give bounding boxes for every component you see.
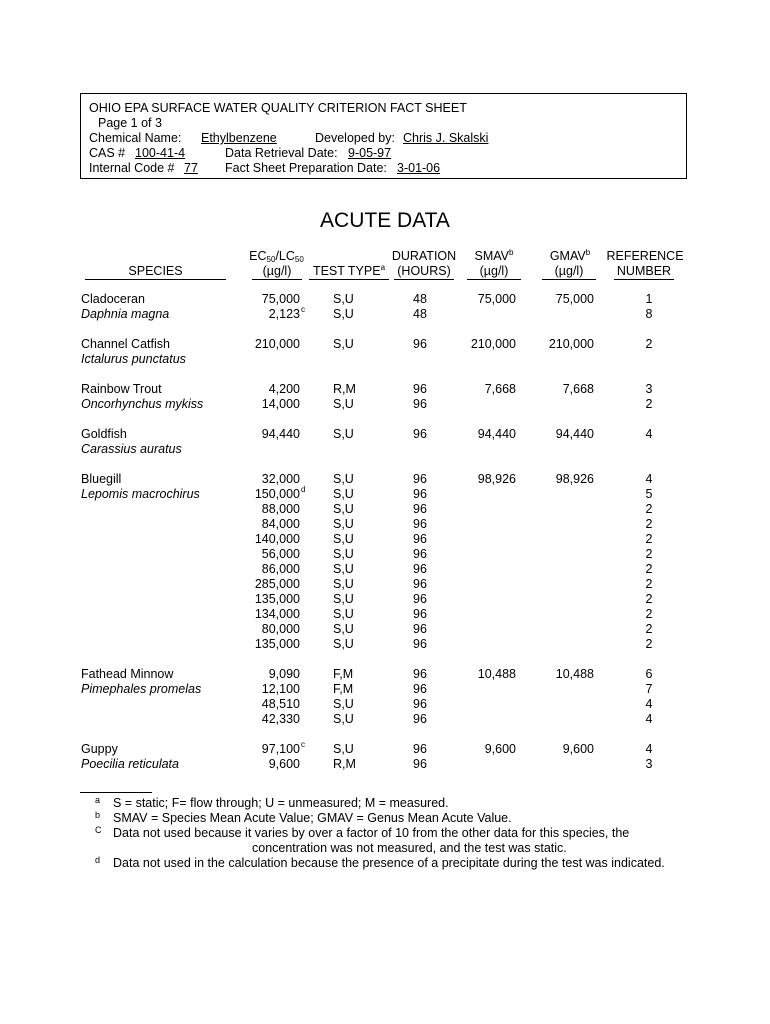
species-latin-name: Oncorhynchus mykiss	[81, 397, 204, 411]
test-type-value: S,U	[333, 547, 354, 561]
ec50-number: 32,000	[261, 472, 300, 486]
species-latin-name: Ictalurus punctatus	[81, 352, 186, 366]
reference-value: 8	[645, 307, 653, 321]
developed-by-label: Developed by:	[315, 131, 395, 145]
reference-value: 2	[645, 622, 653, 636]
ec50-value	[232, 592, 300, 607]
gmav-value: 9,600	[562, 742, 594, 756]
ec50-value	[232, 472, 300, 487]
duration-value: 96	[413, 577, 427, 591]
test-type-value: S,U	[333, 337, 354, 351]
footnote-mark: d	[95, 855, 101, 865]
ec50-number: 12,100	[261, 682, 300, 696]
gmav-value: 10,488	[555, 667, 594, 681]
col-species: SPECIES	[85, 264, 226, 280]
species-common-name: Channel Catfish	[81, 337, 170, 351]
section-title: ACUTE DATA	[320, 209, 450, 232]
reference-value: 5	[645, 487, 653, 501]
duration-value: 96	[413, 472, 427, 486]
reference-value: 3	[645, 382, 653, 396]
developed-by-value: Chris J. Skalski	[403, 131, 489, 145]
footnote-mark: b	[95, 810, 101, 820]
duration-value: 48	[413, 307, 427, 321]
test-type-value: S,U	[333, 532, 354, 546]
internal-code-label: Internal Code #	[89, 161, 175, 175]
ec50-value	[232, 607, 300, 622]
test-type-value: S,U	[333, 472, 354, 486]
smav-value: 7,668	[484, 382, 516, 396]
internal-code-value: 77	[184, 161, 198, 175]
reference-value: 4	[645, 712, 653, 726]
test-type-value: S,U	[333, 502, 354, 516]
test-type-value: F,M	[333, 667, 354, 681]
sheet-title: OHIO EPA SURFACE WATER QUALITY CRITERION FACT SHEET	[89, 101, 467, 115]
reference-value: 2	[645, 592, 653, 606]
duration-value: 96	[413, 427, 427, 441]
reference-value: 2	[645, 337, 653, 351]
col-reference-unit: NUMBER	[614, 264, 674, 280]
duration-value: 96	[413, 502, 427, 516]
col-duration-unit: (HOURS)	[394, 264, 454, 280]
duration-value: 96	[413, 682, 427, 696]
smav-value: 75,000	[477, 292, 516, 306]
smav-value: 10,488	[477, 667, 516, 681]
footnote-text: Data not used because it varies by over a factor of 10 from the other data for this species, the	[113, 826, 630, 840]
duration-value: 96	[413, 337, 427, 351]
col-smav-unit: (µg/l)	[467, 264, 521, 280]
chemical-name-value: Ethylbenzene	[201, 131, 277, 145]
ec50-number: 75,000	[261, 292, 300, 306]
ec50-number: 56,000	[261, 547, 300, 561]
test-type-value: S,U	[333, 307, 354, 321]
ec50-value	[232, 397, 300, 412]
test-type-value: R,M	[333, 382, 356, 396]
ec50-number: 14,000	[261, 397, 300, 411]
duration-value: 96	[413, 517, 427, 531]
gmav-value: 98,926	[555, 472, 594, 486]
footnote-mark: C	[95, 825, 102, 835]
reference-value: 4	[645, 427, 653, 441]
cas-value: 100-41-4	[135, 146, 186, 160]
reference-value: 2	[645, 517, 653, 531]
ec50-value: 150,000 d	[254, 485, 306, 501]
duration-value: 96	[413, 532, 427, 546]
reference-value: 1	[645, 292, 653, 306]
duration-value: 96	[413, 382, 427, 396]
test-type-value: S,U	[333, 622, 354, 636]
test-type-value: S,U	[333, 487, 354, 501]
footnote-mark: a	[95, 795, 101, 805]
reference-value: 7	[645, 682, 653, 696]
gmav-value: 7,668	[562, 382, 594, 396]
reference-value: 4	[645, 472, 653, 486]
ec50-value	[232, 637, 300, 652]
species-common-name: Fathead Minnow	[81, 667, 174, 681]
test-type-value: S,U	[333, 712, 354, 726]
prep-date-value: 3-01-06	[397, 161, 441, 175]
gmav-value: 94,440	[555, 427, 594, 441]
ec50-number: 2,123	[268, 307, 300, 321]
test-type-value: S,U	[333, 697, 354, 711]
ec50-value	[232, 667, 300, 682]
species-common-name: Goldfish	[81, 427, 127, 441]
species-latin-name: Daphnia magna	[81, 307, 170, 321]
reference-value: 2	[645, 502, 653, 516]
ec50-number: 88,000	[261, 502, 300, 516]
species-latin-name: Carassius auratus	[81, 442, 182, 456]
duration-value: 96	[413, 607, 427, 621]
reference-value: 2	[645, 547, 653, 561]
col-gmav-unit: (µg/l)	[542, 264, 596, 280]
col-ec50-unit: (µg/l)	[252, 264, 302, 280]
col-gmav: GMAV$^b$	[549, 248, 591, 263]
col-test-type: TEST TYPE$^a$	[309, 264, 389, 280]
ec50-number: 4,200	[268, 382, 300, 396]
ec50-number: 48,510	[261, 697, 300, 711]
gmav-value: 210,000	[548, 337, 594, 351]
ec50-value	[232, 712, 300, 727]
test-type-value: S,U	[333, 577, 354, 591]
duration-value: 96	[413, 397, 427, 411]
col-duration: DURATION	[391, 249, 457, 263]
ec50-value	[232, 547, 300, 562]
ec50-number: 86,000	[261, 562, 300, 576]
reference-value: 3	[645, 757, 653, 771]
ec50-value	[232, 697, 300, 712]
footnote-rule	[80, 792, 152, 793]
species-common-name: Bluegill	[81, 472, 122, 486]
duration-value: 96	[413, 697, 427, 711]
duration-value: 96	[413, 757, 427, 771]
reference-value: 2	[645, 637, 653, 651]
chemical-name-label: Chemical Name:	[89, 131, 182, 145]
ec50-value	[232, 517, 300, 532]
species-common-name: Guppy	[81, 742, 118, 756]
reference-value: 2	[645, 607, 653, 621]
duration-value: 48	[413, 292, 427, 306]
smav-value: 210,000	[470, 337, 516, 351]
test-type-value: R,M	[333, 757, 356, 771]
ec50-number: 140,000	[254, 532, 300, 546]
reference-value: 2	[645, 397, 653, 411]
col-smav: SMAV$^b$	[474, 248, 514, 263]
ec50-number: 150,000	[254, 487, 300, 501]
duration-value: 96	[413, 637, 427, 651]
species-latin-name: Pimephales promelas	[81, 682, 202, 696]
test-type-value: S,U	[333, 637, 354, 651]
ec50-value	[232, 427, 300, 442]
smav-value: 94,440	[477, 427, 516, 441]
ec50-value	[232, 562, 300, 577]
duration-value: 96	[413, 712, 427, 726]
ec50-value	[232, 577, 300, 592]
duration-value: 96	[413, 562, 427, 576]
test-type-value: S,U	[333, 607, 354, 621]
test-type-value: S,U	[333, 292, 354, 306]
ec50-value	[232, 757, 300, 772]
ec50-value	[232, 382, 300, 397]
duration-value: 96	[413, 547, 427, 561]
duration-value: 96	[413, 622, 427, 636]
col-reference: REFERENCE	[606, 249, 684, 263]
ec50-value: 97,100 c	[261, 740, 305, 756]
cas-label: CAS #	[89, 146, 126, 160]
ec50-number: 97,100	[261, 742, 300, 756]
ec50-number: 9,600	[268, 757, 300, 771]
page-number: Page 1 of 3	[98, 116, 162, 130]
footnote-text: Data not used in the calculation because the presence of a precipitate during the test was indicated.	[113, 856, 665, 870]
ec50-number: 210,000	[254, 337, 300, 351]
ec50-number: 80,000	[261, 622, 300, 636]
species-latin-name: Lepomis macrochirus	[81, 487, 200, 501]
ec50-number: 94,440	[261, 427, 300, 441]
ec50-number: 285,000	[254, 577, 300, 591]
test-type-value: S,U	[333, 517, 354, 531]
reference-value: 2	[645, 532, 653, 546]
ec50-value	[232, 292, 300, 307]
reference-value: 4	[645, 697, 653, 711]
ec50-value	[232, 337, 300, 352]
reference-value: 6	[645, 667, 653, 681]
reference-value: 2	[645, 562, 653, 576]
species-latin-name: Poecilia reticulata	[81, 757, 179, 771]
duration-value: 96	[413, 487, 427, 501]
test-type-value: S,U	[333, 592, 354, 606]
fact-sheet-header	[80, 93, 687, 179]
reference-value: 2	[645, 577, 653, 591]
test-type-value: F,M	[333, 682, 354, 696]
gmav-value: 75,000	[555, 292, 594, 306]
duration-value: 96	[413, 742, 427, 756]
smav-value: 98,926	[477, 472, 516, 486]
ec50-number: 135,000	[254, 637, 300, 651]
test-type-value: S,U	[333, 742, 354, 756]
col-ec50-title: $EC_{50}/LC_{50}$	[249, 249, 304, 264]
test-type-value: S,U	[333, 397, 354, 411]
species-common-name: Rainbow Trout	[81, 382, 162, 396]
prep-date-label: Fact Sheet Preparation Date:	[225, 161, 387, 175]
test-type-value: S,U	[333, 427, 354, 441]
ec50-number: 84,000	[261, 517, 300, 531]
ec50-value: 2,123 c	[268, 305, 305, 321]
retrieval-date-label: Data Retrieval Date:	[225, 146, 338, 160]
footnote-text: concentration was not measured, and the test was static.	[252, 841, 567, 855]
ec50-number: 135,000	[254, 592, 300, 606]
duration-value: 96	[413, 667, 427, 681]
test-type-value: S,U	[333, 562, 354, 576]
ec50-value	[232, 682, 300, 697]
retrieval-date-value: 9-05-97	[348, 146, 392, 160]
footnote-text: SMAV = Species Mean Acute Value; GMAV = Genus Mean Acute Value.	[113, 811, 512, 825]
reference-value: 4	[645, 742, 653, 756]
ec50-value	[232, 622, 300, 637]
duration-value: 96	[413, 592, 427, 606]
footnote-text: S = static; F= flow through; U = unmeasured; M = measured.	[113, 796, 449, 810]
ec50-value	[232, 502, 300, 517]
ec50-value	[232, 532, 300, 547]
ec50-number: 9,090	[268, 667, 300, 681]
smav-value: 9,600	[484, 742, 516, 756]
ec50-number: 134,000	[254, 607, 300, 621]
ec50-number: 42,330	[261, 712, 300, 726]
species-common-name: Cladoceran	[81, 292, 145, 306]
